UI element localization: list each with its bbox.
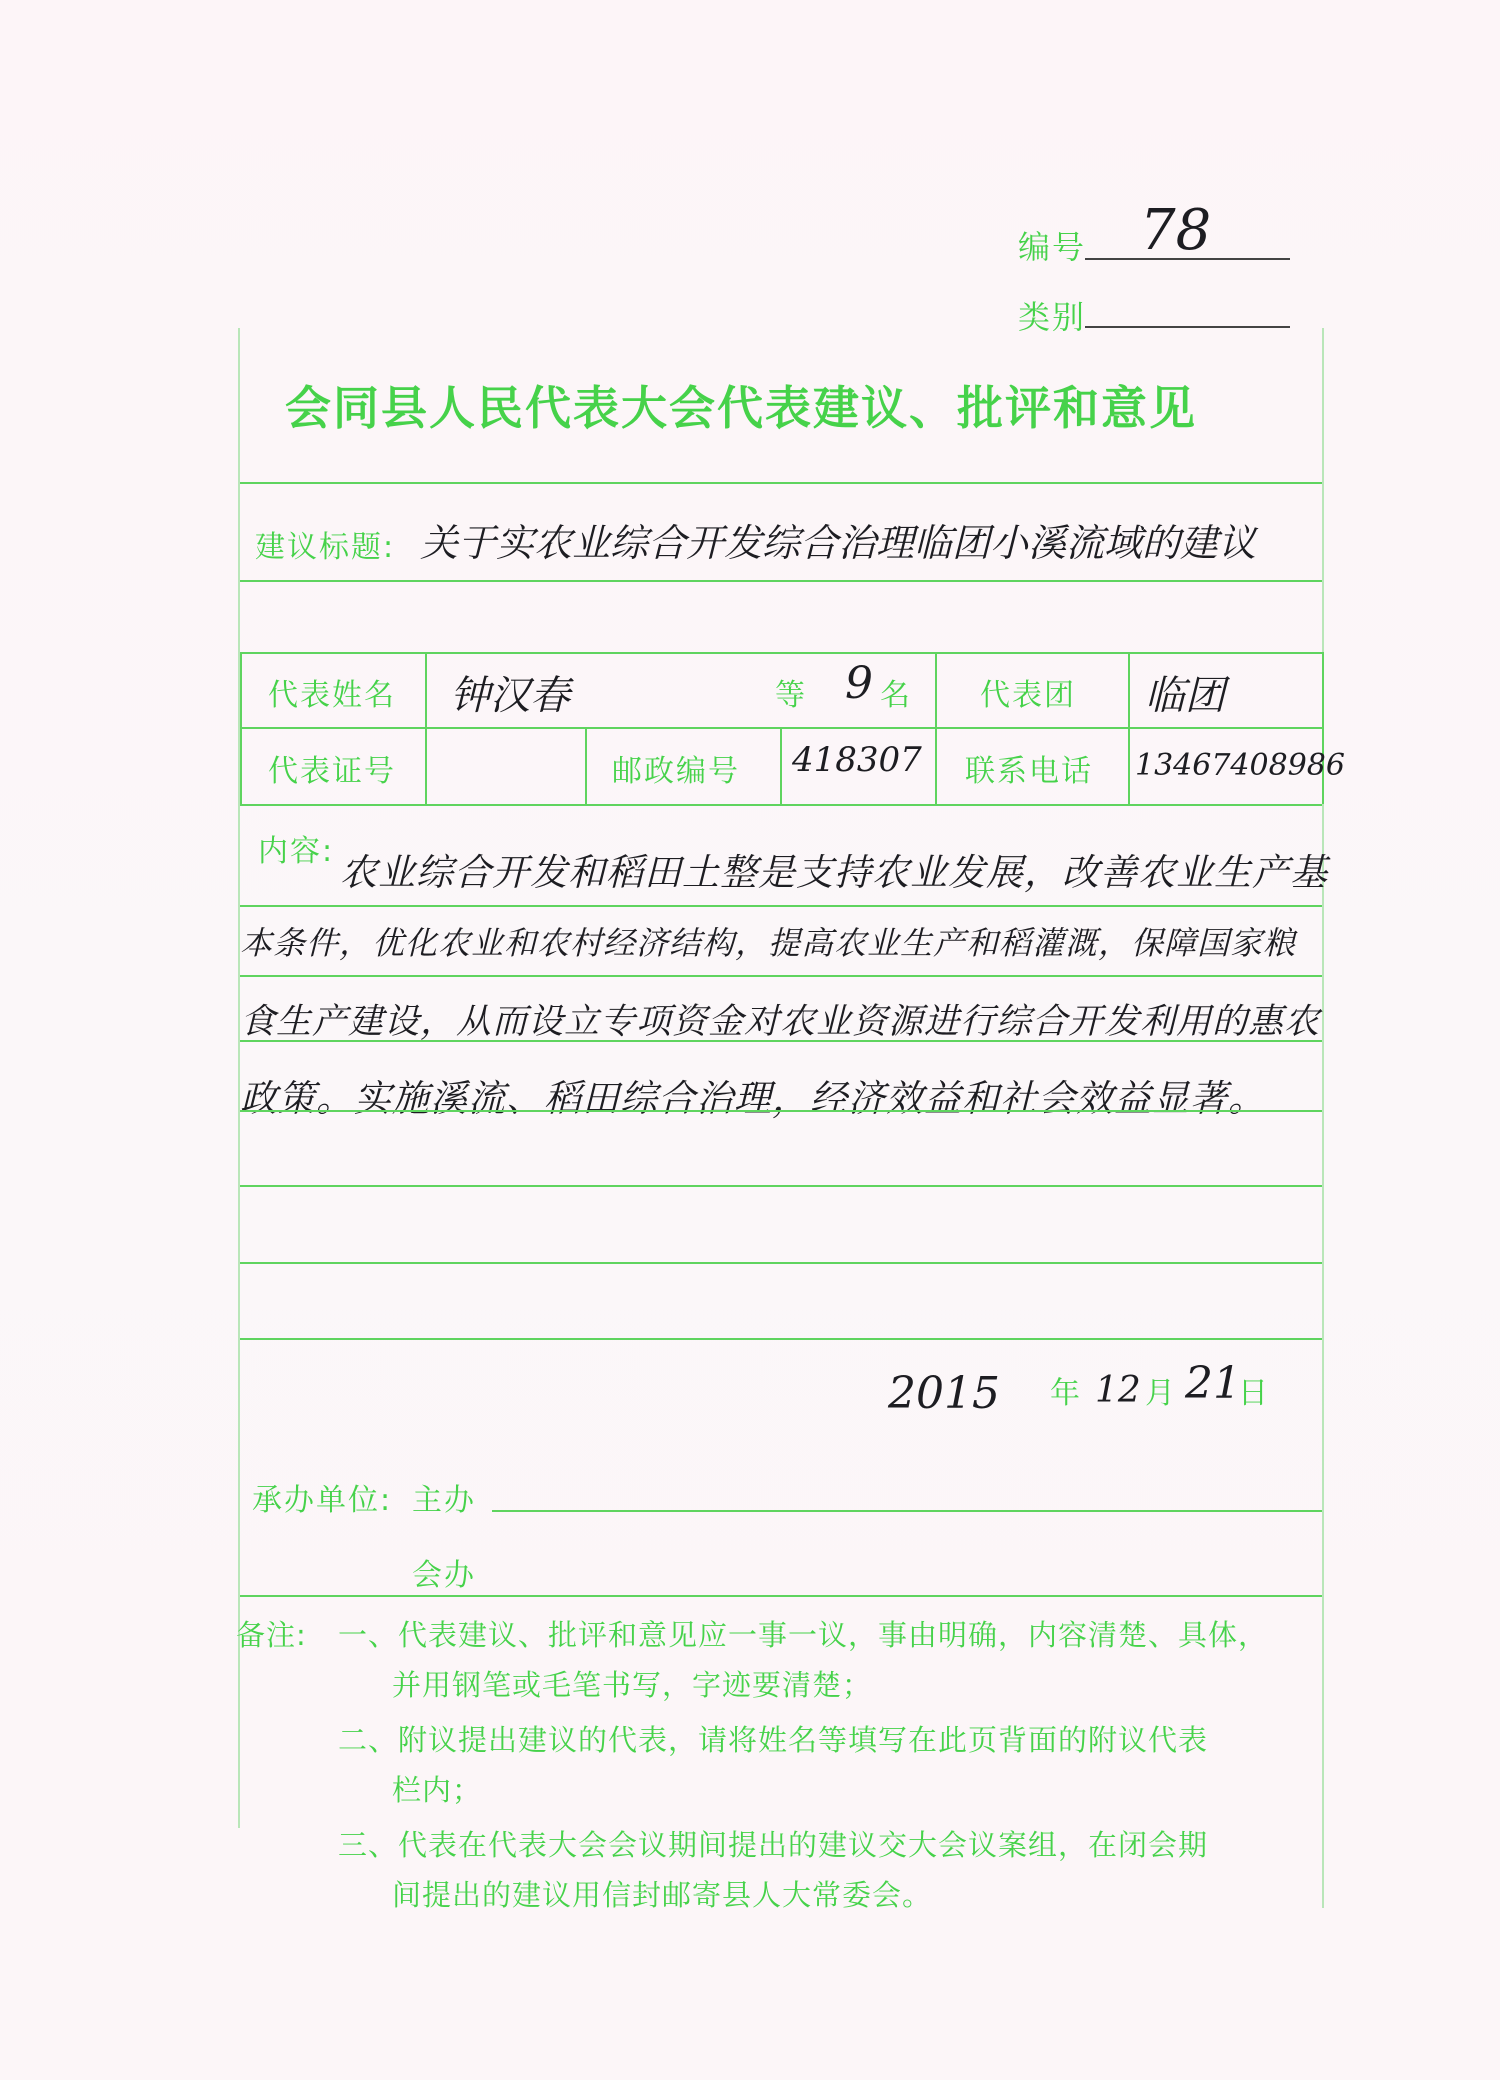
content-line-3: 食生产建设，从而设立专项资金对农业资源进行综合开发利用的惠农 xyxy=(240,1002,1321,1042)
co-handler-line xyxy=(240,1595,1322,1597)
content-line-1: 农业综合开发和稻田土整是支持农业发展，改善农业生产基 xyxy=(340,851,1328,894)
id-label: 代表证号 xyxy=(268,754,396,789)
name-label: 代表姓名 xyxy=(268,678,396,713)
year-value: 2015 xyxy=(888,1368,1000,1419)
note-3-line-2: 间提出的建议用信封邮寄县人大常委会。 xyxy=(392,1878,933,1912)
number-label: 编号 xyxy=(1018,228,1087,266)
rep-table-top xyxy=(240,652,1322,654)
name-value: 钟汉春 xyxy=(450,673,570,719)
content-line-2: 本条件，优化农业和农村经济结构，提高农业生产和稻灌溉，保障国家粮 xyxy=(240,924,1297,962)
day-value: 21 xyxy=(1185,1358,1241,1409)
content-rule-2 xyxy=(240,975,1322,977)
postal-value: 418307 xyxy=(792,740,922,780)
category-underline xyxy=(1085,326,1290,328)
content-rule-4 xyxy=(240,1110,1322,1112)
content-rule-5 xyxy=(240,1185,1322,1187)
day-label: 日 xyxy=(1238,1376,1270,1411)
number-underline xyxy=(1085,258,1290,260)
rep-table-bottom xyxy=(240,804,1322,806)
rank-prefix: 等 xyxy=(775,678,807,713)
content-rule-1 xyxy=(240,905,1322,907)
handling-label: 承办单位: xyxy=(252,1483,393,1518)
note-1-line-1: 一、代表建议、批评和意见应一事一议，事由明确，内容清楚、具体， xyxy=(338,1618,1269,1652)
subject-bottom-line xyxy=(240,580,1322,582)
month-label: 月 xyxy=(1145,1376,1177,1411)
co-handler-label: 会办 xyxy=(412,1558,476,1593)
year-label: 年 xyxy=(1050,1376,1082,1411)
content-line-4: 政策。实施溪流、稻田综合治理，经济效益和社会效益显著。 xyxy=(240,1077,1266,1120)
note-1-line-2: 并用钢笔或毛笔书写，字迹要清楚； xyxy=(392,1668,873,1702)
delegation-label: 代表团 xyxy=(980,678,1076,713)
rep-col-1 xyxy=(425,652,427,804)
note-3-line-1: 三、代表在代表大会会议期间提出的建议交大会议案组，在闭会期 xyxy=(338,1828,1209,1862)
note-2-line-2: 栏内； xyxy=(392,1773,483,1807)
form-title: 会同县人民代表大会代表建议、批评和意见 xyxy=(285,381,1197,435)
content-label: 内容: xyxy=(258,834,335,869)
notes-label: 备注: xyxy=(236,1618,307,1652)
delegation-value: 临团 xyxy=(1145,673,1225,719)
title-bottom-line xyxy=(240,482,1322,484)
number-value: 78 xyxy=(1140,198,1212,263)
frame-right-faint xyxy=(1322,328,1324,1908)
rep-col-3 xyxy=(780,727,782,804)
phone-value: 13467408986 xyxy=(1135,748,1345,783)
content-rule-7 xyxy=(240,1338,1322,1340)
subject-label: 建议标题: xyxy=(255,530,396,565)
rep-col-4 xyxy=(935,652,937,804)
main-handler-label: 主办 xyxy=(412,1483,476,1518)
category-label: 类别 xyxy=(1018,298,1087,336)
rank-suffix: 名 xyxy=(880,678,912,713)
content-rule-6 xyxy=(240,1262,1322,1264)
subject-value: 关于实农业综合开发综合治理临团小溪流域的建议 xyxy=(420,521,1257,565)
month-value: 12 xyxy=(1095,1370,1141,1411)
rank-value: 9 xyxy=(845,658,873,709)
note-2-line-1: 二、附议提出建议的代表，请将姓名等填写在此页背面的附议代表 xyxy=(338,1723,1209,1757)
content-rule-3 xyxy=(240,1040,1322,1042)
phone-label: 联系电话 xyxy=(965,754,1093,789)
rep-col-0 xyxy=(240,652,242,804)
rep-col-2 xyxy=(585,727,587,804)
main-handler-line xyxy=(492,1510,1322,1512)
postal-label: 邮政编号 xyxy=(612,754,740,789)
rep-col-5 xyxy=(1128,652,1130,804)
